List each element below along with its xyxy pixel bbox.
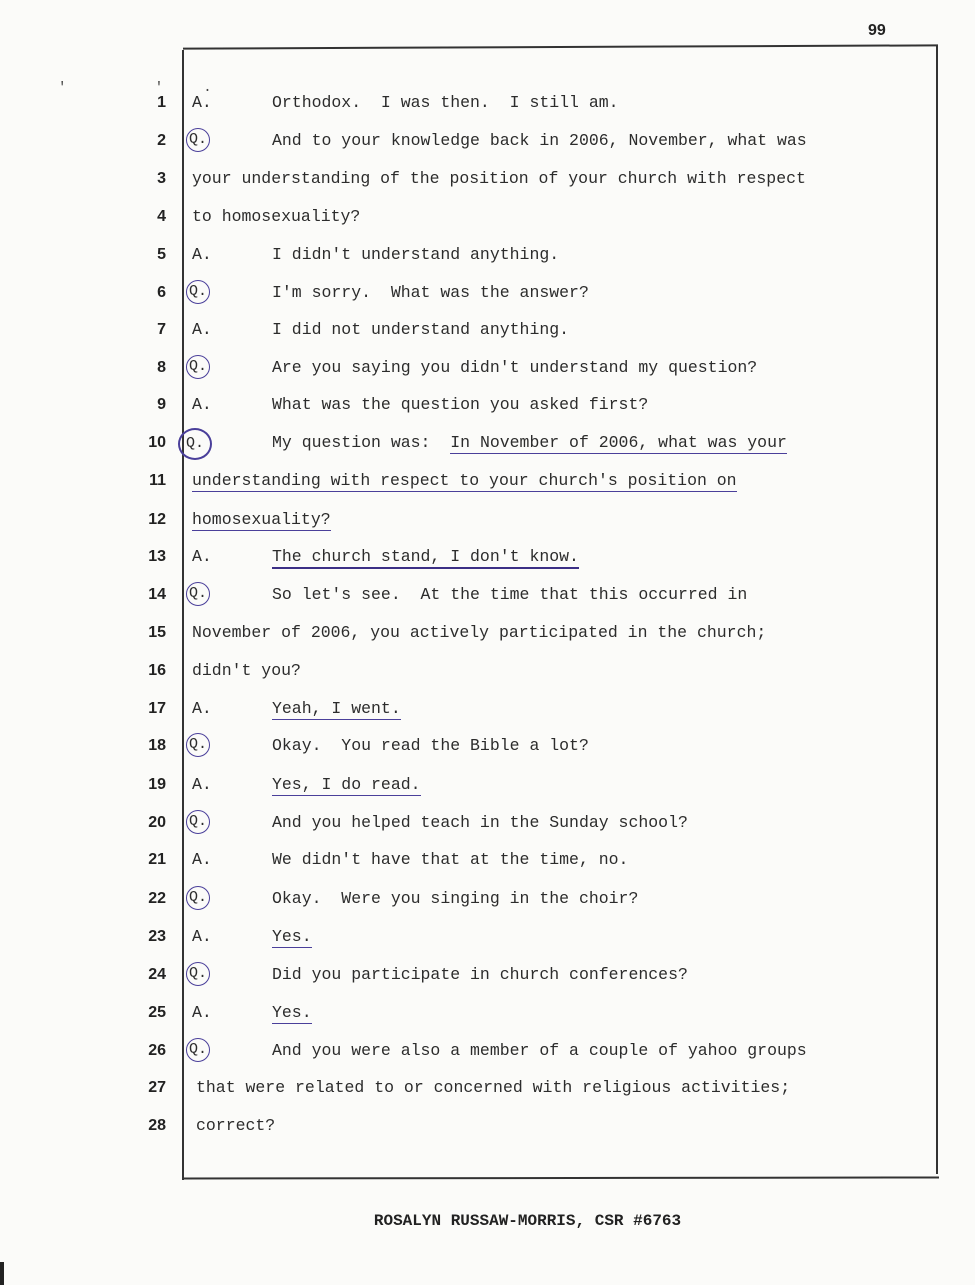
- line-number: 4: [157, 208, 166, 225]
- circled-speaker-label: Q.: [186, 280, 210, 304]
- transcript-line: [0, 203, 975, 233]
- line-number: 20: [148, 814, 166, 831]
- line-number: 10: [148, 434, 166, 451]
- line-number: 17: [148, 700, 166, 717]
- line-text: [272, 547, 579, 566]
- transcript-line: [0, 732, 975, 762]
- line-number: 25: [148, 1004, 166, 1021]
- line-number: 21: [148, 851, 166, 868]
- line-text: We didn't have that at the time, no.: [272, 850, 629, 869]
- line-text: November of 2006, you actively participated in the church;: [192, 623, 767, 642]
- line-text: [272, 433, 787, 452]
- transcript-line: [0, 846, 975, 876]
- line-text: I didn't understand anything.: [272, 245, 560, 264]
- transcript-line: [0, 279, 975, 309]
- line-number: 18: [148, 737, 166, 754]
- underlined-text: Yeah, I went.: [272, 699, 401, 718]
- transcript-line: [0, 657, 975, 687]
- speaker-label: A.: [192, 850, 212, 869]
- line-number: 9: [157, 396, 166, 413]
- circled-speaker-label: Q.: [178, 428, 212, 460]
- line-text: Are you saying you didn't understand my question?: [272, 358, 758, 377]
- transcript-line: [0, 619, 975, 649]
- underlined-text: Yes.: [272, 927, 312, 946]
- speaker-label: A.: [192, 699, 212, 718]
- scan-edge-mark: [0, 1262, 4, 1285]
- line-number: 22: [148, 890, 166, 907]
- transcript-line: [0, 89, 975, 119]
- line-number: 19: [148, 776, 166, 793]
- transcript-line: [0, 241, 975, 271]
- transcript-frame-bottom: [183, 1176, 939, 1179]
- line-text: I did not understand anything.: [272, 320, 570, 339]
- transcript-line: [0, 391, 975, 421]
- margin-marks: ' '.: [58, 80, 252, 96]
- line-text: [272, 927, 312, 946]
- transcript-line: [0, 771, 975, 801]
- transcript-line: [0, 923, 975, 953]
- line-number: 13: [148, 548, 166, 565]
- line-text: to homosexuality?: [192, 207, 361, 226]
- line-number: 1: [157, 94, 166, 111]
- transcript-line: [0, 506, 975, 536]
- line-number: 14: [148, 586, 166, 603]
- speaker-label: A.: [192, 927, 212, 946]
- transcript-line: [0, 1037, 975, 1067]
- line-text: So let's see. At the time that this occurred in: [272, 585, 748, 604]
- speaker-label: A.: [192, 245, 212, 264]
- circled-speaker-label: Q.: [186, 355, 210, 379]
- line-number: 24: [148, 966, 166, 983]
- page-number: 99: [868, 22, 886, 39]
- transcript-line: [0, 316, 975, 346]
- line-text: What was the question you asked first?: [272, 395, 649, 414]
- line-text: And to your knowledge back in 2006, November, what was: [272, 131, 807, 150]
- line-text: I'm sorry. What was the answer?: [272, 283, 589, 302]
- line-text: [272, 1003, 312, 1022]
- speaker-label: A.: [192, 547, 212, 566]
- circled-speaker-label: Q.: [186, 1038, 210, 1062]
- line-number: 15: [148, 624, 166, 641]
- line-text: [192, 510, 331, 529]
- line-text: [192, 471, 737, 490]
- line-text: Orthodox. I was then. I still am.: [272, 93, 619, 112]
- line-number: 5: [157, 246, 166, 263]
- transcript-line: [0, 543, 975, 573]
- line-text: Okay. Were you singing in the choir?: [272, 889, 639, 908]
- speaker-label: A.: [192, 775, 212, 794]
- line-text: your understanding of the position of your church with respect: [192, 169, 806, 188]
- line-text: Did you participate in church conferences?: [272, 965, 688, 984]
- line-number: 12: [148, 511, 166, 528]
- line-number: 6: [157, 284, 166, 301]
- line-number: 23: [148, 928, 166, 945]
- circled-speaker-label: Q.: [186, 733, 210, 757]
- reporter-footer: ROSALYN RUSSAW-MORRIS, CSR #6763: [373, 1212, 682, 1230]
- transcript-frame-top: [183, 44, 938, 49]
- transcript-line: [0, 354, 975, 384]
- underlined-text: homosexuality?: [192, 510, 331, 529]
- transcript-line: [0, 429, 975, 459]
- transcript-line: [0, 581, 975, 611]
- underlined-text: In November of 2006, what was your: [450, 433, 787, 452]
- underlined-text: Yes, I do read.: [272, 775, 421, 794]
- line-number: 11: [149, 472, 166, 489]
- line-number: 3: [157, 170, 166, 187]
- line-text: [272, 775, 421, 794]
- transcript-line: [0, 961, 975, 991]
- underlined-text: The church stand, I don't know.: [272, 547, 579, 569]
- line-number: 2: [157, 132, 166, 149]
- circled-speaker-label: Q.: [186, 810, 210, 834]
- transcript-line: [0, 999, 975, 1029]
- line-text: Okay. You read the Bible a lot?: [272, 736, 589, 755]
- transcript-line: [0, 165, 975, 195]
- line-text: that were related to or concerned with religious activities;: [196, 1078, 791, 1097]
- speaker-label: A.: [192, 320, 212, 339]
- line-text: And you were also a member of a couple of yahoo groups: [272, 1041, 807, 1060]
- circled-speaker-label: Q.: [186, 128, 210, 152]
- transcript-line: [0, 695, 975, 725]
- line-number: 27: [148, 1079, 166, 1096]
- line-number: 8: [157, 359, 166, 376]
- line-text: correct?: [196, 1116, 276, 1135]
- circled-speaker-label: Q.: [186, 582, 210, 606]
- line-number: 7: [157, 321, 166, 338]
- line-number: 26: [148, 1042, 166, 1059]
- transcript-line: [0, 1074, 975, 1104]
- speaker-label: A.: [192, 1003, 212, 1022]
- circled-speaker-label: Q.: [186, 886, 210, 910]
- underlined-text: understanding with respect to your church's position on: [192, 471, 737, 490]
- speaker-label: A.: [192, 93, 212, 112]
- line-number: 28: [148, 1117, 166, 1134]
- circled-speaker-label: Q.: [186, 962, 210, 986]
- line-text: didn't you?: [192, 661, 301, 680]
- transcript-line: [0, 127, 975, 157]
- line-number: 16: [148, 662, 166, 679]
- transcript-line: [0, 467, 975, 497]
- underlined-text: Yes.: [272, 1003, 312, 1022]
- line-text-plain: My question was:: [272, 433, 451, 452]
- transcript-line: [0, 1112, 975, 1142]
- line-text: And you helped teach in the Sunday school?: [272, 813, 688, 832]
- line-text: [272, 699, 401, 718]
- transcript-line: [0, 885, 975, 915]
- transcript-line: [0, 809, 975, 839]
- speaker-label: A.: [192, 395, 212, 414]
